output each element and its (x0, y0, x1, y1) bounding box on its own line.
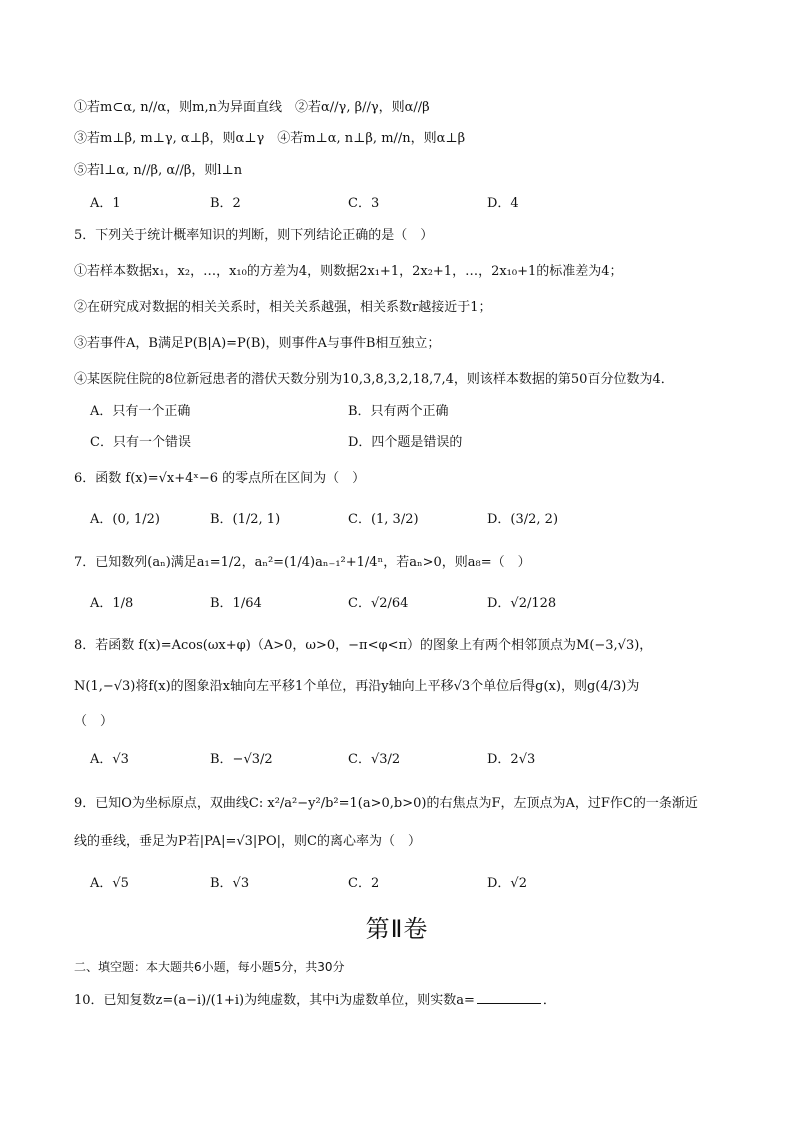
q5-option-a: A．只有一个正确 (90, 404, 191, 419)
q8-line-2: N(1,−√3)将f(x)的图象沿x轴向左平移1个单位，再沿y轴向上平移√3个单位后得g(x)，则g(4/3)为 (74, 679, 640, 694)
q4-item-1-2: ①若m⊂α, n//α，则m,n为异面直线 ②若α//γ, β//γ，则α//β (74, 100, 430, 115)
answer-blank[interactable] (477, 1003, 541, 1004)
q4-option-c: C．3 (348, 196, 380, 211)
q5-stem: 5．下列关于统计概率知识的判断，则下列结论正确的是（ ） (74, 228, 434, 243)
q4-item-3-4: ③若m⊥β, m⊥γ, α⊥β，则α⊥γ ④若m⊥α, n⊥β, m//n，则α⊥β (74, 131, 466, 146)
q9-option-d: D．√2 (487, 876, 527, 891)
q9-line-2: 线的垂线，垂足为P若|PA|=√3|PO|，则C的离心率为（ ） (74, 834, 422, 849)
q6-option-d: D．(3/2, 2) (487, 512, 559, 527)
q5-statement-2: ②在研究成对数据的相关关系时，相关关系越强，相关系数r越接近于1； (74, 300, 492, 315)
q5-statement-3: ③若事件A，B满足P(B|A)=P(B)，则事件A与事件B相互独立； (74, 336, 441, 351)
q9-line-1: 9．已知O为坐标原点，双曲线C: x²/a²−y²/b²=1(a>0,b>0)的右焦点为F，左顶点为A，过F作C的一条渐近 (74, 796, 698, 811)
q6-option-c: C．(1, 3/2) (348, 512, 419, 527)
q5-option-d: D．四个题是错误的 (348, 435, 463, 450)
q6-option-b: B．(1/2, 1) (210, 512, 281, 527)
q7-option-b: B．1/64 (210, 596, 262, 611)
q7-option-c: C．√2/64 (348, 596, 409, 611)
q4-item-5: ⑤若l⊥α, n//β, α//β，则l⊥n (74, 163, 243, 178)
q8-option-b: B．−√3/2 (210, 752, 273, 767)
section-title: 第Ⅱ卷 (365, 915, 429, 943)
q5-option-b: B．只有两个正确 (348, 404, 449, 419)
q5-statement-4: ④某医院住院的8位新冠患者的潜伏天数分别为10,3,8,3,2,18,7,4，则该样本数据的第50百分位数为4． (74, 372, 674, 387)
q7-stem: 7．已知数列(aₙ)满足a₁=1/2，aₙ²=(1/4)aₙ₋₁²+1/4ⁿ，若aₙ>0，则a₈=（ ） (74, 555, 531, 570)
q10-text: 10．已知复数z=(a−i)/(1+i)为纯虚数，其中i为虚数单位，则实数a= (74, 993, 475, 1008)
section-header: 二、填空题：本大题共6小题，每小题5分，共30分 (74, 960, 345, 974)
q8-option-c: C．√3/2 (348, 752, 401, 767)
q9-option-b: B．√3 (210, 876, 250, 891)
q7-option-a: A．1/8 (90, 596, 134, 611)
q9-option-c: C．2 (348, 876, 380, 891)
q4-option-b: B．2 (210, 196, 241, 211)
q6-stem: 6．函数 f(x)=√x+4ˣ−6 的零点所在区间为（ ） (74, 471, 366, 486)
q8-line-3: （ ） (74, 714, 114, 729)
q6-option-a: A．(0, 1/2) (90, 512, 160, 527)
q9-option-a: A．√5 (90, 876, 129, 891)
q5-option-c: C．只有一个错误 (90, 435, 191, 450)
q10-line (74, 993, 556, 1010)
q8-line-1: 8．若函数 f(x)=Acos(ωx+φ)（A>0，ω>0，−π<φ<π）的图象上有两个相邻顶点为M(−3,√3)， (74, 638, 653, 653)
q4-option-d: D．4 (487, 196, 519, 211)
q8-option-a: A．√3 (90, 752, 129, 767)
q10-end: ． (542, 993, 556, 1008)
q5-statement-1: ①若样本数据x₁，x₂，…，x₁₀的方差为4，则数据2x₁+1，2x₂+1，…，2x₁₀+1的标准差为4； (74, 264, 623, 279)
q7-option-d: D．√2/128 (487, 596, 557, 611)
q4-option-a: A．1 (90, 196, 121, 211)
q8-option-d: D．2√3 (487, 752, 536, 767)
